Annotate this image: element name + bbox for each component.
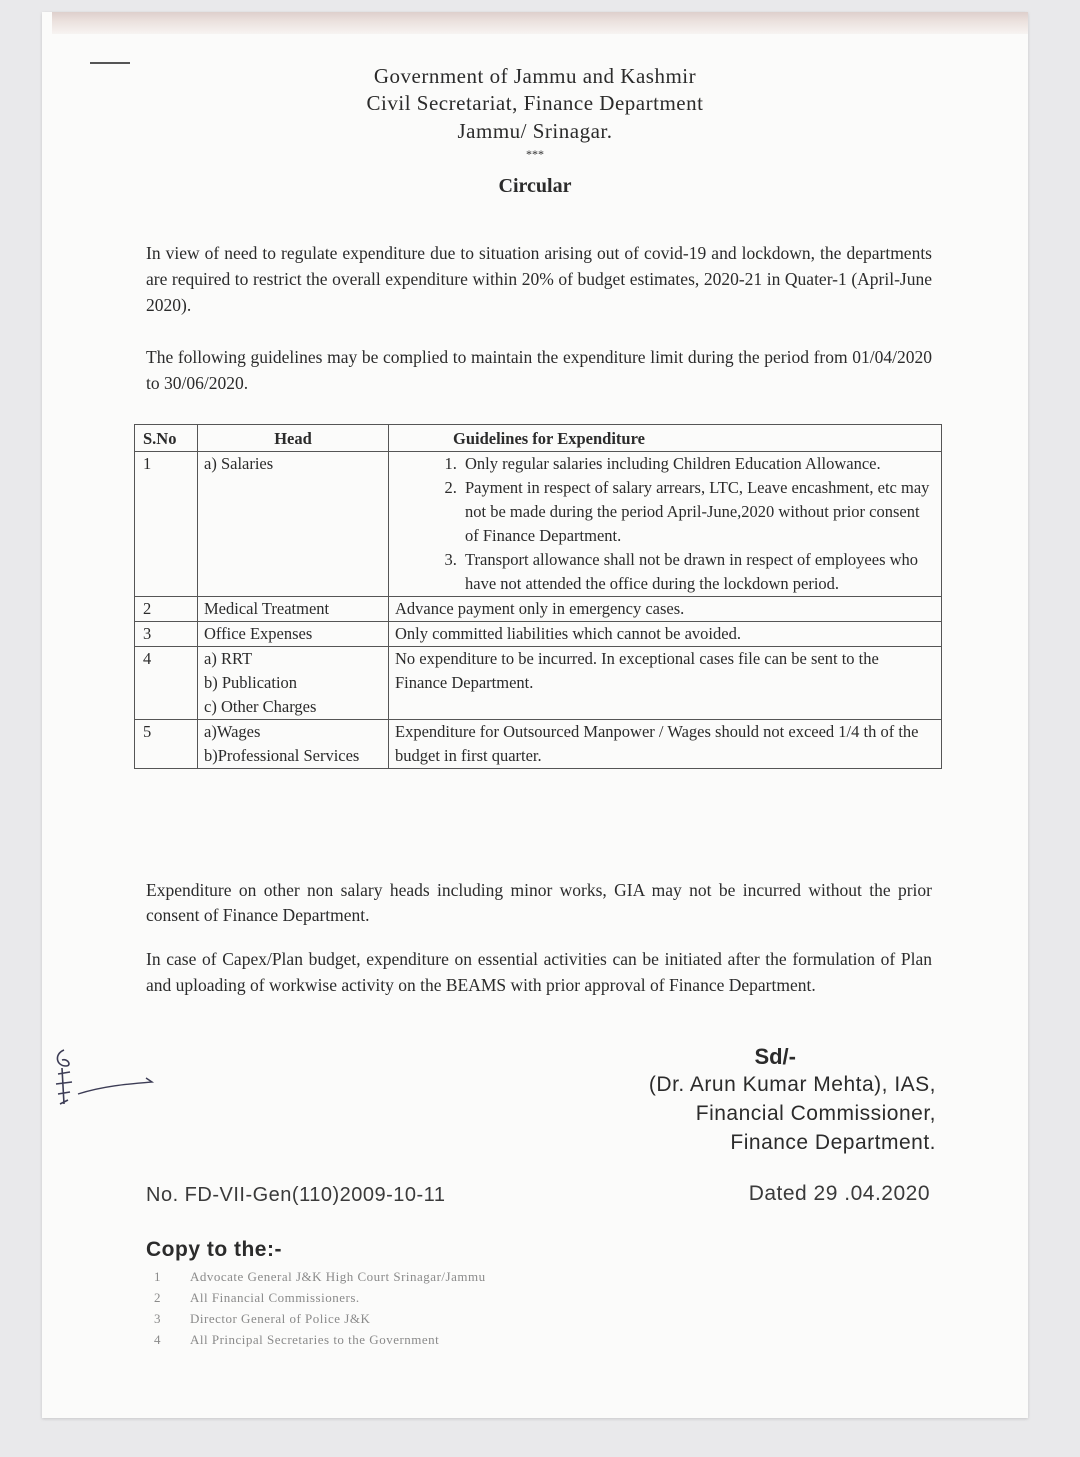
- table-row: [135, 452, 942, 597]
- head-sub-item: a) RRT: [204, 649, 253, 668]
- head-sub-item: a)Wages: [204, 722, 261, 741]
- list-item: 2 All Financial Commissioners.: [154, 1290, 360, 1305]
- row-sno: 1: [135, 452, 198, 597]
- row-head: Office Expenses: [198, 622, 389, 647]
- salary-guidelines-list: [395, 452, 935, 596]
- sd-mark: Sd/-: [754, 1044, 796, 1069]
- signatory-title: Financial Commissioner,: [695, 1102, 936, 1125]
- header-sno: S.No: [135, 425, 198, 452]
- row-guidelines: Expenditure for Outsourced Manpower / Wages should not exceed 1/4 th of the budget in first quarter.: [389, 720, 942, 769]
- head-sub-item: b) Publication: [204, 673, 298, 692]
- row-head: a) Salaries: [198, 452, 389, 597]
- list-item: 4 All Principal Secretaries to the Government: [154, 1332, 440, 1347]
- row-head: [198, 720, 389, 769]
- table-row: [135, 597, 942, 622]
- table-header-row: [135, 425, 942, 452]
- list-item: 3 Director General of Police J&K: [154, 1311, 371, 1326]
- copy-to-heading: Copy to the:-: [146, 1238, 282, 1261]
- guidelines-table: [134, 424, 942, 769]
- head-sub-item: c) Other Charges: [204, 697, 317, 716]
- row-guidelines: [389, 452, 942, 597]
- order-date: Dated 29 .04.2020: [748, 1182, 930, 1205]
- table-row: [135, 720, 942, 769]
- list-item: 3. Transport allowance shall not be drawn in respect of employees who have not attended the office during the lockdown period.: [461, 548, 935, 596]
- circular-heading: Circular: [498, 175, 572, 197]
- row-sno: 2: [135, 597, 198, 622]
- head-sub-item: b)Professional Services: [204, 746, 360, 765]
- header-guidelines: Guidelines for Expenditure: [389, 425, 942, 452]
- list-item: 1 Advocate General J&K High Court Srinagar/Jammu: [154, 1269, 486, 1284]
- copy-list: [154, 1266, 486, 1350]
- document-page: [42, 12, 1028, 1418]
- scan-top-band: [52, 12, 1028, 34]
- signatory-department: Finance Department.: [730, 1131, 936, 1154]
- row-sno: 5: [135, 720, 198, 769]
- row-guidelines: Advance payment only in emergency cases.: [389, 597, 942, 622]
- list-item: 1. Only regular salaries including Children Education Allowance.: [461, 452, 935, 476]
- signatory-name: (Dr. Arun Kumar Mehta), IAS,: [648, 1073, 936, 1096]
- order-number: No. FD-VII-Gen(110)2009-10-11: [146, 1184, 446, 1206]
- row-guidelines: No expenditure to be incurred. In exceptional cases file can be sent to the Finance Department.: [389, 647, 942, 720]
- govt-title: Government of Jammu and Kashmir: [373, 64, 697, 88]
- row-guidelines: Only committed liabilities which cannot be avoided.: [389, 622, 942, 647]
- row-sno: 3: [135, 622, 198, 647]
- row-head: Medical Treatment: [198, 597, 389, 622]
- header-stars: ***: [526, 147, 544, 161]
- capex-paragraph: In case of Capex/Plan budget, expenditure on essential activities can be initiated after the formulation of Plan and uploading of workwise activity on the BEAMS with prior approval of Finance Department.: [146, 949, 932, 995]
- row-sno: 4: [135, 647, 198, 720]
- header-head: Head: [198, 425, 389, 452]
- table-row: [135, 647, 942, 720]
- row-head: [198, 647, 389, 720]
- secretariat-title: Civil Secretariat, Finance Department: [366, 91, 704, 115]
- non-salary-paragraph: Expenditure on other non salary heads including minor works, GIA may not be incurred without the prior consent of Finance Department.: [146, 880, 932, 925]
- guidelines-intro-paragraph: The following guidelines may be complied to maintain the expenditure limit during the period from 01/04/2020 to 30/06/2020.: [146, 347, 932, 393]
- table-row: [135, 622, 942, 647]
- list-item: 2. Payment in respect of salary arrears, LTC, Leave encashment, etc may not be made during the period April-June,2020 without prior consent of Finance Department.: [461, 476, 935, 548]
- intro-paragraph: In view of need to regulate expenditure due to situation arising out of covid-19 and lockdown, the departments are required to restrict the overall expenditure within 20% of budget estimates, 2020-21 in Quater-1 (April-June 2020).: [146, 243, 932, 315]
- location-title: Jammu/ Srinagar.: [457, 119, 613, 143]
- handwritten-initials-icon: [48, 1044, 158, 1114]
